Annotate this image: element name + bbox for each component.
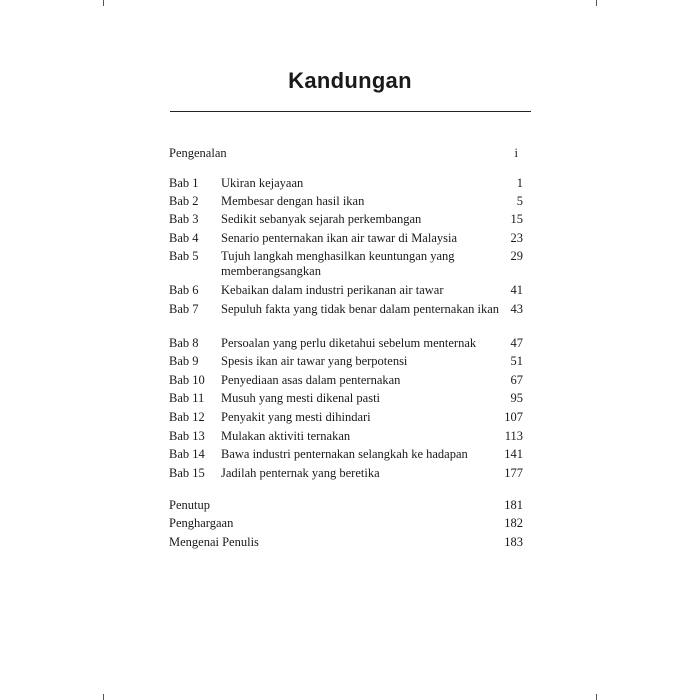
chapter-title: Ukiran kejayaan [221, 176, 304, 190]
chapter-title: Spesis ikan air tawar yang berpotensi [221, 354, 408, 368]
chapter-number: Bab 7 [169, 302, 199, 316]
chapter-number: Bab 12 [169, 410, 205, 424]
chapter-title: Bawa industri penternakan selangkah ke hadapan [221, 447, 468, 461]
chapter-page: 15 [510, 212, 523, 226]
chapter-number: Bab 14 [169, 447, 205, 461]
chapter-page: 41 [510, 283, 523, 297]
chapter-title: Sepuluh fakta yang tidak benar dalam penternakan ikan [221, 302, 500, 316]
chapter-page: 1 [516, 176, 523, 190]
endmatter-page: 182 [504, 516, 523, 530]
chapter-title: Sedikit sebanyak sejarah perkembangan [221, 212, 422, 226]
crop-mark-top-right [596, 0, 597, 6]
chapter-number: Bab 4 [169, 231, 199, 245]
chapter-page: 29 [510, 249, 523, 263]
chapter-page: 5 [516, 194, 523, 208]
chapter-number: Bab 15 [169, 466, 205, 480]
page-title: Kandungan [288, 68, 412, 93]
chapter-page: 141 [504, 447, 523, 461]
title-divider [170, 111, 531, 112]
chapter-number: Bab 8 [169, 336, 199, 350]
chapter-number: Bab 13 [169, 429, 205, 443]
chapter-number: Bab 6 [169, 283, 199, 297]
toc-intro-page: i [514, 146, 518, 160]
crop-mark-top-left [103, 0, 104, 6]
chapter-page: 47 [510, 336, 523, 350]
chapter-title: Persoalan yang perlu diketahui sebelum menternak [221, 336, 477, 350]
crop-mark-bottom-right [596, 694, 597, 700]
chapter-title: Senario penternakan ikan air tawar di Malaysia [221, 231, 458, 245]
endmatter-page: 181 [504, 498, 523, 512]
endmatter-label: Penutup [169, 498, 210, 512]
chapter-number: Bab 10 [169, 373, 205, 387]
chapter-page: 113 [504, 429, 523, 443]
chapter-page: 51 [510, 354, 523, 368]
chapter-number: Bab 1 [169, 176, 199, 190]
endmatter-page: 183 [504, 535, 523, 549]
chapter-title: Penyediaan asas dalam penternakan [221, 373, 401, 387]
chapter-title: Tujuh langkah menghasilkan keuntungan yang memberangsangkan [221, 249, 455, 278]
endmatter-label: Mengenai Penulis [169, 535, 259, 549]
chapter-title: Mulakan aktiviti ternakan [221, 429, 351, 443]
chapter-page: 23 [510, 231, 523, 245]
chapter-number: Bab 3 [169, 212, 199, 226]
crop-mark-bottom-left [103, 694, 104, 700]
toc-intro-label: Pengenalan [169, 146, 227, 160]
chapter-number: Bab 9 [169, 354, 199, 368]
chapter-page: 43 [510, 302, 523, 316]
chapter-page: 67 [510, 373, 523, 387]
chapter-page: 95 [510, 391, 523, 405]
chapter-page: 107 [504, 410, 523, 424]
endmatter-label: Penghargaan [169, 516, 234, 530]
chapter-page: 177 [504, 466, 523, 480]
chapter-title: Penyakit yang mesti dihindari [221, 410, 371, 424]
chapter-title: Musuh yang mesti dikenal pasti [221, 391, 381, 405]
chapter-number: Bab 2 [169, 194, 199, 208]
chapter-title: Kebaikan dalam industri perikanan air tawar [221, 283, 444, 297]
chapter-number: Bab 5 [169, 249, 199, 263]
chapter-number: Bab 11 [169, 391, 205, 405]
chapter-title: Membesar dengan hasil ikan [221, 194, 365, 208]
chapter-title: Jadilah penternak yang beretika [221, 466, 380, 480]
